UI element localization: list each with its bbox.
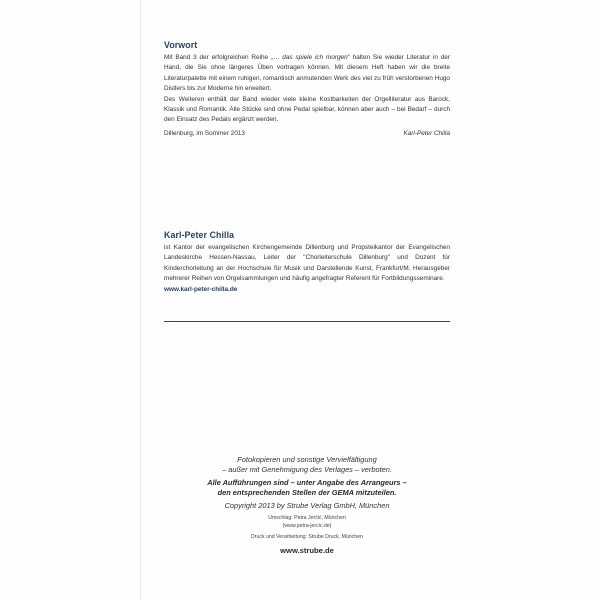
copy-notice-line-2: – außer mit Genehmigung des Verlages – verboten. bbox=[222, 465, 392, 475]
legal-footer bbox=[164, 455, 450, 556]
place-date: Dillenburg, im Sommer 2013 bbox=[164, 129, 245, 137]
cover-credit-website: (www.petra-jercic.de) bbox=[282, 523, 332, 530]
copyright-line: Copyright 2013 by Strube Verlag GmbH, München bbox=[224, 500, 390, 510]
biography-section bbox=[164, 230, 450, 295]
preface-title: Vorwort bbox=[164, 40, 198, 50]
print-credit: Druck und Verarbeitung: Strube Druck, München bbox=[251, 533, 363, 540]
preface-signature bbox=[164, 129, 450, 139]
gema-notice-line-1: Alle Aufführungen sind – unter Angabe des Arrangeurs – bbox=[207, 477, 407, 487]
biography-title: Karl-Peter Chilla bbox=[164, 230, 235, 240]
preface-section bbox=[164, 40, 450, 139]
preface-p1-before: Mit Band 3 der erfolgreichen Reihe „… bbox=[164, 54, 283, 61]
preface-paragraph-1 bbox=[164, 53, 450, 95]
biography-text: ist Kantor der evangelischen Kirchengemeinde Dillenburg und Propsteikantor der Evangelischen Landeskirche Hessen-Nassau, Leiter der "Chorleiterschule Dillenburg" und Dozent für Kinderchorleitung an der Hochschule für Musik und Darstellende Kunst, Frankfurt/M. Herausgeber mehrerer Reihen von Orgelsammlungen und häufig angefragter Referent für Fortbildungsseminare. bbox=[164, 244, 450, 283]
cover-credit: Umschlag: Petra Jerčić, München bbox=[268, 515, 346, 522]
preface-p1-after: “ halten Sie wieder Literatur in der Hand, die Sie ohne längeres Üben vortragen können. Mit diesem Heft haben wir die breite Literaturpalette mit einem ruhigen, romantisch anmutenden Werk des viel zu früh verstorbenen Hugo Distlers bis zur Moderne hin erweitert. bbox=[164, 54, 450, 93]
publisher-website-link[interactable]: www.strube.de bbox=[280, 546, 334, 556]
author-website-link[interactable]: www.karl-peter-chilla.de bbox=[164, 285, 238, 293]
series-title: das spiele ich morgen bbox=[282, 54, 348, 61]
copy-notice-line-1: Fotokopieren und sonstige Vervielfältigung bbox=[237, 455, 377, 464]
preface-author: Karl-Peter Chilla bbox=[403, 129, 450, 137]
scan-edge bbox=[140, 0, 141, 600]
section-divider bbox=[164, 321, 450, 322]
gema-notice-line-2: den entsprechenden Stellen der GEMA mitzuteilen. bbox=[217, 488, 397, 498]
preface-paragraph-2: Des Weiteren enthält der Band wieder viele kleine Kostbarkeiten der Orgelliteratur aus Barock, Klassik und Romantik. Alle Stücke sind ohne Pedal spielbar, können aber auch – bei Bedarf – durch den Einsatz des Pedals ergänzt werden. bbox=[164, 95, 450, 124]
